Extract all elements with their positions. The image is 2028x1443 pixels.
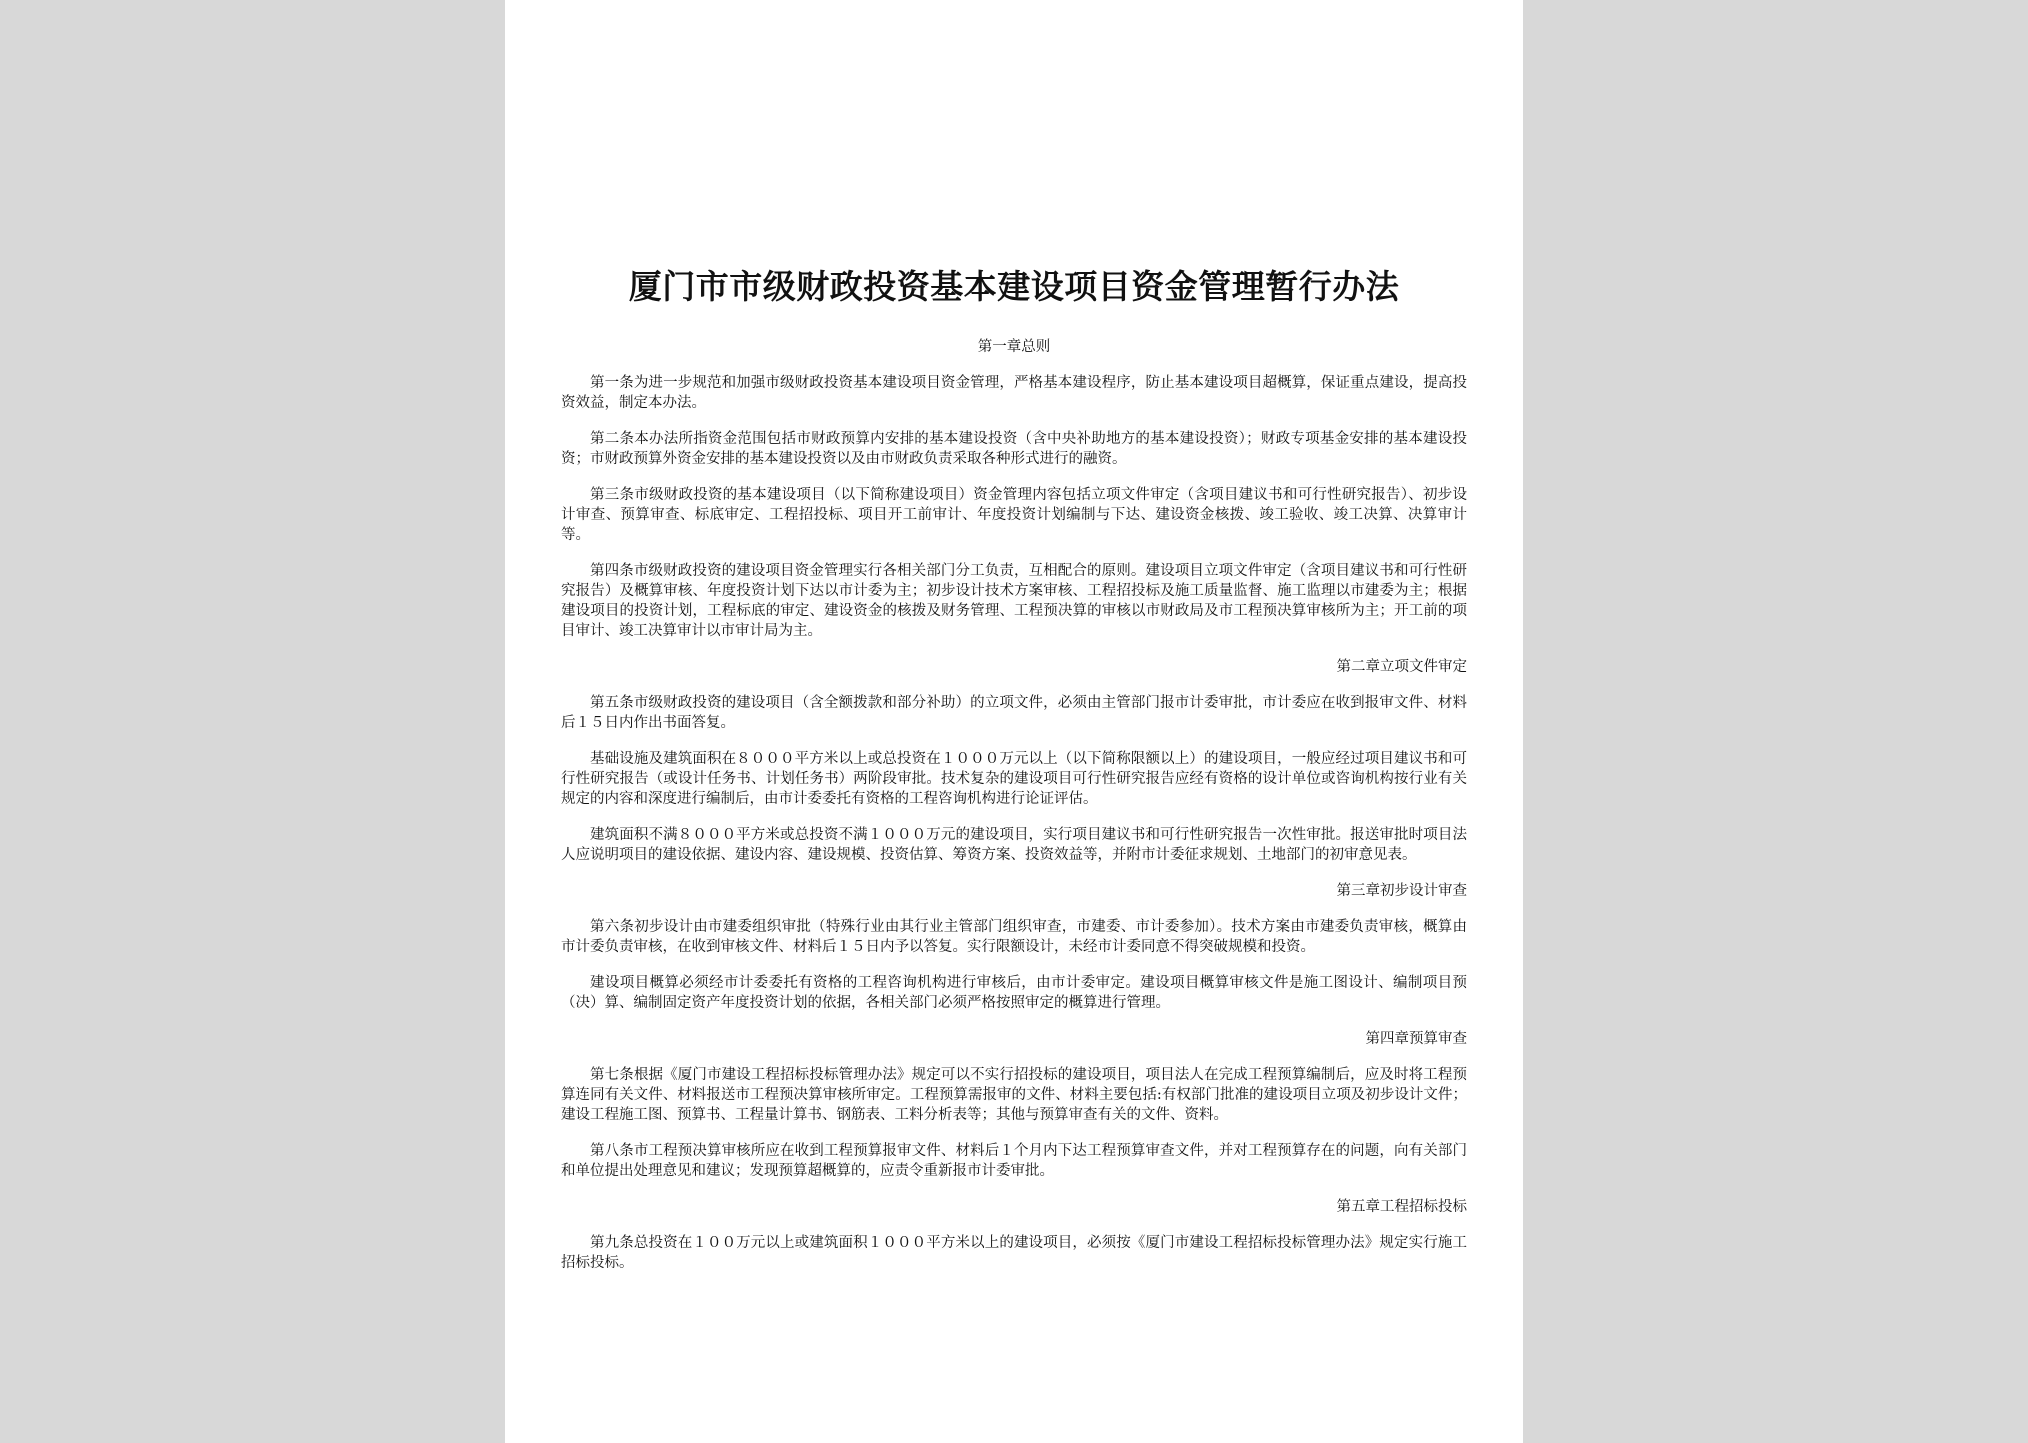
article-paragraph: 第二条本办法所指资金范围包括市财政预算内安排的基本建设投资（含中央补助地方的基本建设投资）；财政专项基金安排的基本建设投资；市财政预算外资金安排的基本建设投资以及由市财政负责采取各种形式进行的融资。 (561, 431, 1467, 467)
chapter-heading: 第一章总则 (977, 339, 1051, 355)
article-paragraph: 第八条市工程预决算审核所应在收到工程预算报审文件、材料后１个月内下达工程预算审查文件，并对工程预算存在的问题，向有关部门和单位提出处理意见和建议；发现预算超概算的，应责令重新报市计委审批。 (561, 1143, 1467, 1179)
article-paragraph: 第六条初步设计由市建委组织审批（特殊行业由其行业主管部门组织审查，市建委、市计委参加）。技术方案由市建委负责审核，概算由市计委负责审核，在收到审核文件、材料后１５日内予以答复。实行限额设计，未经市计委同意不得突破规模和投资。 (561, 919, 1467, 955)
chapter-heading: 第三章初步设计审查 (1336, 883, 1467, 899)
article-paragraph: 建设项目概算必须经市计委委托有资格的工程咨询机构进行审核后，由市计委审定。建设项目概算审核文件是施工图设计、编制项目预（决）算、编制固定资产年度投资计划的依据，各相关部门必须严格按照审定的概算进行管理。 (561, 975, 1467, 1011)
article-paragraph: 基础设施及建筑面积在８０００平方米以上或总投资在１０００万元以上（以下简称限额以上）的建设项目，一般应经过项目建议书和可行性研究报告（或设计任务书、计划任务书）两阶段审批。技术复杂的建设项目可行性研究报告应经有资格的设计单位或咨询机构按行业有关规定的内容和深度进行编制后，由市计委委托有资格的工程咨询机构进行论证评估。 (561, 751, 1467, 807)
article-paragraph: 第九条总投资在１００万元以上或建筑面积１０００平方米以上的建设项目，必须按《厦门市建设工程招标投标管理办法》规定实行施工招标投标。 (561, 1235, 1467, 1271)
chapter-heading: 第二章立项文件审定 (1336, 659, 1467, 675)
article-paragraph: 第七条根据《厦门市建设工程招标投标管理办法》规定可以不实行招投标的建设项目，项目法人在完成工程预算编制后，应及时将工程预算连同有关文件、材料报送市工程预决算审核所审定。工程预算需报审的文件、材料主要包括:有权部门批准的建设项目立项及初步设计文件；建设工程施工图、预算书、工程量计算书、钢筋表、工料分析表等；其他与预算审查有关的文件、资料。 (561, 1067, 1467, 1123)
chapter-heading: 第五章工程招标投标 (1336, 1199, 1467, 1215)
document-body (561, 337, 1467, 1273)
document-content (561, 262, 1467, 1289)
document-page (505, 0, 1523, 1443)
article-paragraph: 建筑面积不满８０００平方米或总投资不满１０００万元的建设项目，实行项目建议书和可行性研究报告一次性审批。报送审批时项目法人应说明项目的建设依据、建设内容、建设规模、投资估算、筹资方案、投资效益等，并附市计委征求规划、土地部门的初审意见表。 (561, 827, 1467, 863)
article-paragraph: 第一条为进一步规范和加强市级财政投资基本建设项目资金管理，严格基本建设程序，防止基本建设项目超概算，保证重点建设，提高投资效益，制定本办法。 (561, 375, 1467, 411)
article-paragraph: 第四条市级财政投资的建设项目资金管理实行各相关部门分工负责，互相配合的原则。建设项目立项文件审定（含项目建议书和可行性研究报告）及概算审核、年度投资计划下达以市计委为主；初步设计技术方案审核、工程招投标及施工质量监督、施工监理以市建委为主；根据建设项目的投资计划，工程标底的审定、建设资金的核拨及财务管理、工程预决算的审核以市财政局及市工程预决算审核所为主；开工前的项目审计、竣工决算审计以市审计局为主。 (561, 563, 1467, 639)
article-paragraph: 第三条市级财政投资的基本建设项目（以下简称建设项目）资金管理内容包括立项文件审定（含项目建议书和可行性研究报告）、初步设计审查、预算审查、标底审定、工程招投标、项目开工前审计、年度投资计划编制与下达、建设资金核拨、竣工验收、竣工决算、决算审计等。 (561, 487, 1467, 543)
document-title: 厦门市市级财政投资基本建设项目资金管理暂行办法 (628, 267, 1400, 306)
chapter-heading: 第四章预算审查 (1365, 1031, 1467, 1047)
article-paragraph: 第五条市级财政投资的建设项目（含全额拨款和部分补助）的立项文件，必须由主管部门报市计委审批，市计委应在收到报审文件、材料后１５日内作出书面答复。 (561, 695, 1467, 731)
